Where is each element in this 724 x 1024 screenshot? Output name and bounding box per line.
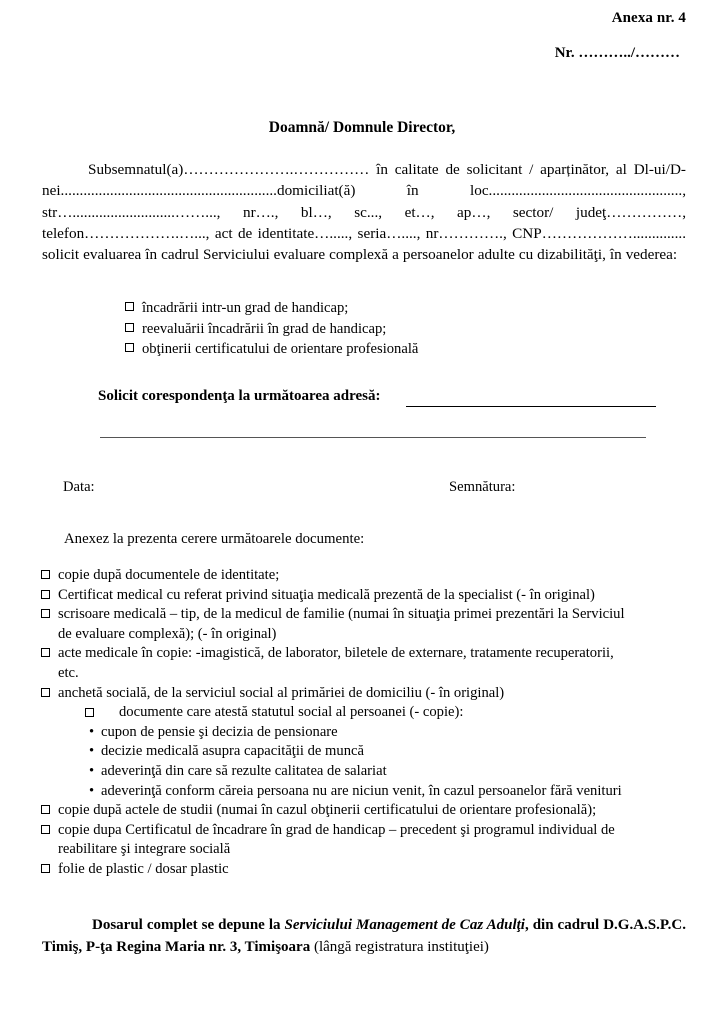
list-item[interactable] — [41, 860, 691, 880]
request-option-row[interactable] — [125, 298, 605, 319]
list-item-bullet-label: adeverinţă conform căreia persoana nu are niciun venit, în cazul persoanelor fără venituri — [101, 782, 622, 799]
bullet-icon: • — [89, 762, 95, 779]
list-item[interactable] — [41, 821, 691, 860]
checkbox-icon[interactable] — [125, 343, 134, 352]
list-item-bullet-label: cupon de pensie şi decizia de pensionare — [101, 723, 338, 740]
checkbox-icon[interactable] — [41, 864, 50, 873]
list-item[interactable] — [41, 586, 691, 606]
correspondence-address-line-1[interactable] — [406, 406, 656, 407]
list-item-label: anchetă socială, de la serviciul social al primăriei de domiciliu (- în original) — [58, 684, 505, 701]
checkbox-icon[interactable] — [41, 570, 50, 579]
request-option-label: reevaluării încadrării în grad de handicap; — [142, 320, 387, 337]
list-item-label: copie după actele de studii (numai în cazul obţinerii certificatului de orientare profesională); — [58, 802, 597, 819]
date-label: Data: — [63, 479, 95, 495]
list-item-label-cont: reabilitare şi integrare socială — [58, 841, 231, 858]
submission-note-part-4: (lângă registratura instituţiei) — [310, 938, 489, 955]
submission-note-service-name: Serviciului Management de Caz Adulţi — [284, 917, 525, 933]
list-item-label: acte medicale în copie: -imagistică, de laborator, biletele de externare, tratamente recuperatorii, — [58, 645, 614, 662]
attachments-intro: Anexez la prezenta cerere următoarele documente: — [64, 531, 365, 547]
correspondence-address-label: Solicit corespondenţa la următoarea adresă: — [98, 388, 381, 404]
list-item-label: copie după documentele de identitate; — [58, 567, 280, 583]
list-item-label: scrisoare medicală – tip, de la medicul de familie (numai în situaţia primei prezentări la Serviciul — [58, 606, 625, 623]
applicant-statement-paragraph: Subsemnatul(a)………………….…………… în calitate de solicitant / aparținător, al Dl-ui/D-nei.........................................................domiciliat(ă) în loc..................................................., str…...........................……..., nr…., bl…, sc..., et…, ap…, sector/ judeţ……………, telefon……………….…..., act de identitate…....., seria…...., nr…………., CNP……………….............. solicit evaluarea în cadrul Serviciului evaluare complexă a persoanelor adulte cu dizabilităţi, în vederea: — [42, 161, 686, 264]
list-item-label: Certificat medical cu referat privind situaţia medicală prezentă de la specialist (- în original) — [58, 586, 595, 603]
checkbox-icon[interactable] — [41, 688, 50, 697]
list-item-bullet — [41, 723, 691, 743]
checkbox-icon[interactable] — [85, 708, 94, 717]
checkbox-icon[interactable] — [41, 805, 50, 814]
checkbox-icon[interactable] — [41, 590, 50, 599]
list-item-label: copie dupa Certificatul de încadrare în grad de handicap – precedent şi programul individual de — [58, 821, 615, 838]
annex-number-label: Anexa nr. 4 — [611, 10, 686, 26]
checkbox-icon[interactable] — [125, 323, 134, 332]
bullet-icon: • — [89, 723, 95, 740]
list-item-sub-label: documente care atestă statutul social al persoanei (- copie): — [119, 704, 464, 721]
list-item-label: folie de plastic / dosar plastic — [58, 860, 229, 877]
correspondence-address-line-2[interactable] — [100, 437, 646, 438]
request-options-list — [125, 298, 605, 360]
request-option-label: încadrării intr-un grad de handicap; — [142, 300, 349, 316]
page-title: Doamnă/ Domnule Director, — [268, 119, 456, 136]
request-option-row[interactable] — [125, 339, 605, 360]
list-item-bullet-label: decizie medicală asupra capacităţii de muncă — [101, 743, 364, 760]
signature-label: Semnătura: — [449, 479, 516, 495]
list-item-sub[interactable] — [41, 703, 691, 723]
list-item-label-cont: de evaluare complexă); (- în original) — [58, 625, 277, 642]
submission-note — [42, 915, 686, 958]
checkbox-icon[interactable] — [41, 648, 50, 657]
registration-number-field: Nr. ………../……… — [554, 45, 680, 61]
submission-note-part-3: , din cadrul D.G.A.S.P.C. Timiş, P-ţa Regina Maria nr. 3, Timişoara — [42, 917, 687, 955]
request-option-label: obţinerii certificatului de orientare profesională — [142, 341, 419, 357]
submission-note-part-1: Dosarul complet se depune la — [92, 917, 285, 933]
list-item[interactable] — [41, 684, 691, 704]
list-item-bullet — [41, 742, 691, 762]
list-item[interactable] — [41, 644, 691, 683]
list-item[interactable] — [41, 605, 691, 644]
list-item-bullet — [41, 782, 691, 802]
checkbox-icon[interactable] — [41, 609, 50, 618]
list-item-bullet-label: adeverinţă din care să rezulte calitatea de salariat — [101, 762, 387, 779]
attachments-list — [41, 566, 691, 880]
list-item-label-cont: etc. — [58, 664, 79, 681]
checkbox-icon[interactable] — [125, 302, 134, 311]
request-option-row[interactable] — [125, 319, 605, 340]
bullet-icon: • — [89, 743, 95, 760]
list-item[interactable] — [41, 801, 691, 821]
bullet-icon: • — [89, 782, 95, 799]
list-item-bullet — [41, 762, 691, 782]
checkbox-icon[interactable] — [41, 825, 50, 834]
list-item[interactable] — [41, 566, 691, 586]
